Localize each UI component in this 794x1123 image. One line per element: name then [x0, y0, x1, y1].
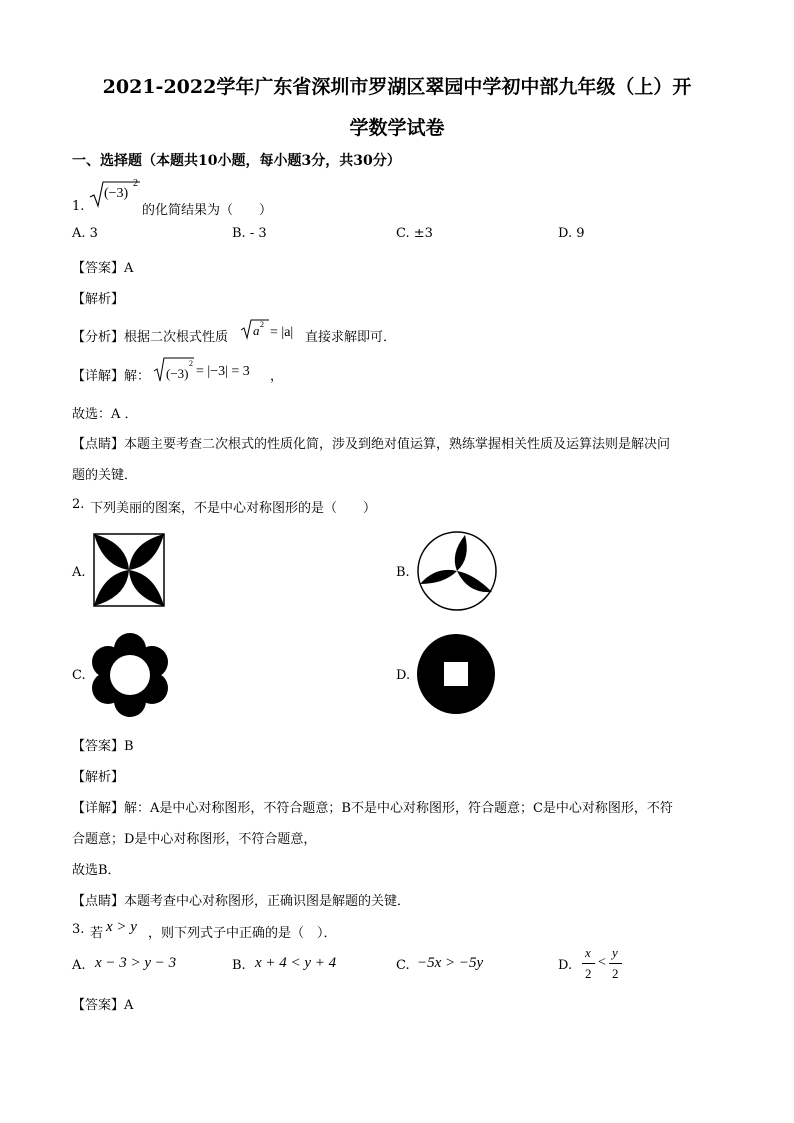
q3-d-label: D.: [558, 958, 573, 973]
q3-number: 3.: [72, 922, 85, 937]
q3-d-den2: 2: [612, 966, 619, 981]
q2-label-d: D.: [396, 668, 411, 683]
q1-option-a: A. 3: [72, 226, 98, 241]
q2-figure-b-triskelion-circle: [416, 530, 498, 612]
q1-comment-line2: 题的关键．: [72, 468, 138, 483]
q3-c-expr: −5x > −5y: [417, 955, 484, 971]
q3-b-label: B.: [232, 958, 246, 973]
q3-c-label: C.: [396, 958, 410, 973]
q2-figure-d-coin: [416, 633, 496, 715]
q1-fenxi-formula: = |a|: [270, 325, 294, 340]
q1-fenxi-tag: 【分析】: [72, 330, 125, 345]
q2-label-b: B.: [396, 565, 410, 580]
q1-comment-tag: 【点睛】: [72, 437, 125, 452]
q1-answer-tag: 【答案】: [72, 261, 125, 276]
q2-comment-tag: 【点睛】: [72, 894, 125, 909]
q1-option-b: B. - 3: [232, 226, 267, 241]
q1-exponent: 2: [133, 178, 138, 189]
q1-comment-line1: 本题主要考查二次根式的性质化简，涉及到绝对值运算，熟练掌握相关性质及运算法则是解决问: [124, 437, 671, 452]
q1-option-d: D. 9: [558, 226, 585, 241]
q2-comment: 本题考查中心对称图形，正确识图是解题的关键．: [124, 894, 411, 909]
section-heading: 一、选择题（本题共10小题，每小题3分，共30分）: [72, 153, 401, 169]
q1-fenxi-sqrt-sign: [241, 318, 269, 340]
q2-detail-line2: 合题意；D是中心对称图形，不符合题意，: [72, 832, 317, 847]
page-title: 2021-2022学年广东省深圳市罗湖区翠园中学初中部九年级（上）开: [102, 76, 692, 98]
q3-stem-pre: 若: [90, 926, 104, 941]
q3-d-num2: y: [612, 945, 618, 960]
svg-text:2: 2: [189, 359, 193, 368]
q3-d-fraction-bar2: [609, 963, 622, 964]
q3-d-num1: x: [585, 945, 591, 960]
q2-label-c: C.: [72, 668, 86, 683]
q1-number: 1.: [72, 199, 85, 214]
q2-label-a: A.: [72, 565, 86, 580]
q1-choose: 故选：A ．: [72, 407, 138, 422]
q3-a-label: A.: [72, 958, 86, 973]
q3-a-expr: x − 3 > y − 3: [95, 955, 177, 971]
page-title-line2: 学数学试卷: [349, 117, 445, 139]
svg-text:2: 2: [260, 320, 264, 329]
q1-fenxi-post: 直接求解即可．: [305, 330, 397, 345]
q2-detail-line1: 解：A是中心对称图形，不符合题意；B不是中心对称图形，符合题意；C是中心对称图形，不符: [124, 801, 673, 816]
q1-stem: 的化简结果为（ ）: [142, 203, 273, 218]
q3-answer-tag: 【答案】: [72, 998, 125, 1013]
q1-analysis-tag: 【解析】: [72, 292, 125, 307]
q2-figure-c-flower: [91, 632, 169, 718]
q1-detail-formula: = |−3| = 3: [196, 364, 250, 379]
q3-b-expr: x + 4 < y + 4: [255, 955, 337, 971]
svg-text:(−3): (−3): [166, 366, 189, 381]
q1-answer: A: [124, 261, 134, 276]
q1-detail-tag: 【详解】: [72, 369, 125, 384]
q1-detail-sqrt-sign: [154, 356, 194, 384]
q2-stem: 下列美丽的图案，不是中心对称图形的是（ ）: [90, 501, 377, 516]
q2-figure-a-four-leaf-square: [93, 533, 165, 607]
q2-answer-tag: 【答案】: [72, 739, 125, 754]
q2-answer: B: [124, 739, 134, 754]
q2-analysis-tag: 【解析】: [72, 770, 125, 785]
q3-stem-post: ，则下列式子中正确的是（ ）．: [148, 926, 337, 941]
q2-number: 2.: [72, 497, 85, 512]
q1-fenxi-text: 根据二次根式性质: [124, 330, 229, 345]
svg-text:a: a: [253, 323, 260, 338]
q1-detail-post: ，: [270, 369, 284, 384]
q1-detail-pre: 解：: [124, 369, 151, 384]
q3-d-fraction-bar1: [582, 963, 595, 964]
q2-choose: 故选B．: [72, 863, 121, 878]
q3-condition: x > y: [106, 919, 137, 935]
q3-d-den1: 2: [585, 966, 592, 981]
q2-detail-tag: 【详解】: [72, 801, 125, 816]
q3-d-op: <: [598, 955, 606, 970]
q1-radicand: (−3): [104, 186, 129, 201]
q1-option-c: C. ±3: [396, 226, 433, 241]
q3-answer: A: [124, 998, 134, 1013]
